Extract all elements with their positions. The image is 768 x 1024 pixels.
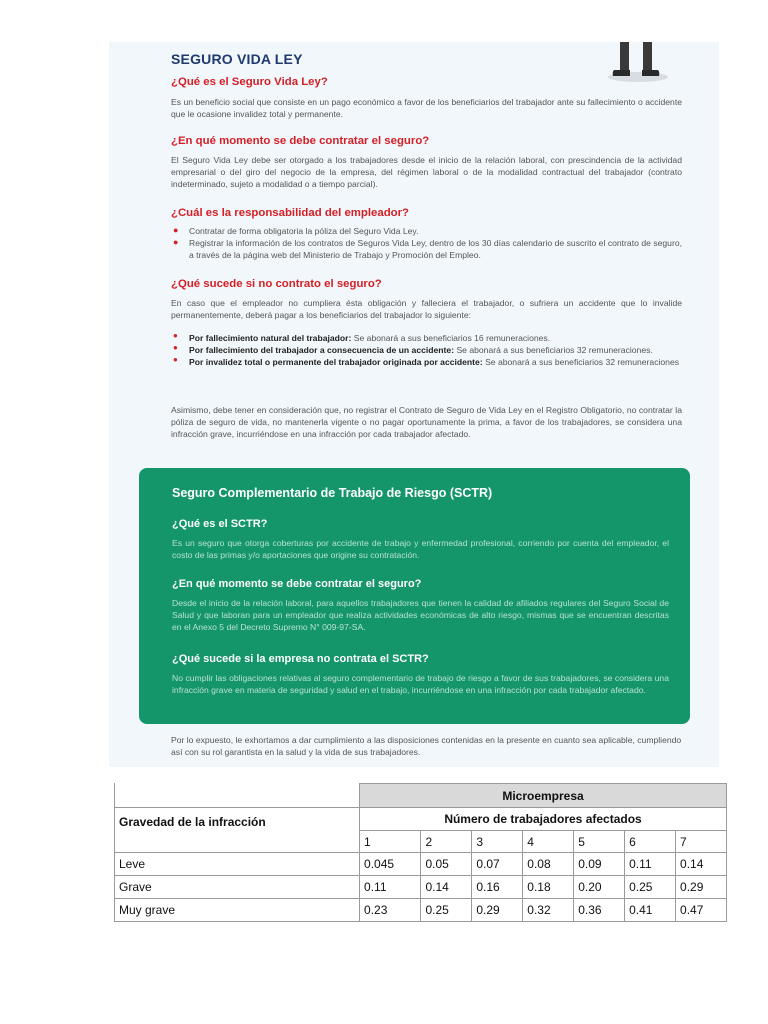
- question-heading: ¿Qué sucede si no contrato el seguro?: [171, 278, 382, 290]
- answer-paragraph: El Seguro Vida Ley debe ser otorgado a los trabajadores desde el inicio de la relación laboral, con prescindencia de la actividad empresarial o del giro del negocio de la empresa, del régimen laboral o de la modalidad contractual del trabajador (contrato indeterminado, sujeto a modalidad o a tiempo parcial).: [171, 155, 682, 190]
- fine-value-cell: 0.29: [676, 876, 727, 899]
- sctr-answer: Desde el inicio de la relación laboral, para aquellos trabajadores que tienen la calidad de afiliados regulares del Seguro Social de Salud y que laboran para un empleador que realiza actividades económicas de alto riesgo, mismas que se encuentran descritas en el Anexo 5 del Decreto Supremo N° 009-97-SA.: [172, 598, 669, 632]
- responsibility-list: [171, 225, 682, 262]
- severity-header: Gravedad de la infracción: [115, 808, 360, 853]
- sctr-title: Seguro Complementario de Trabajo de Riesgo (SCTR): [172, 486, 493, 500]
- fine-value-cell: 0.36: [574, 899, 625, 922]
- fine-value-cell: 0.41: [625, 899, 676, 922]
- sctr-box: [139, 468, 690, 724]
- severity-label: Leve: [115, 853, 360, 876]
- consequence-text: Se abonará a sus beneficiarios 32 remuneraciones.: [454, 345, 653, 356]
- table-corner-cell: [115, 784, 360, 808]
- list-item: [171, 332, 682, 344]
- fine-value-cell: 0.07: [472, 853, 523, 876]
- worker-count-cell: 6: [625, 831, 676, 853]
- fine-value-cell: 0.16: [472, 876, 523, 899]
- question-heading: ¿En qué momento se debe contratar el seguro?: [171, 135, 430, 147]
- worker-count-cell: 2: [421, 831, 472, 853]
- list-item: [171, 356, 682, 368]
- list-item: ● Registrar la información de los contratos de Seguros Vida Ley, dentro de los 30 días calendario de suscrito el contrato de seguro, a través de la página web del Ministerio de Trabajo y Promoción del Empleo.: [171, 237, 682, 261]
- fine-value-cell: 0.25: [421, 899, 472, 922]
- fine-value-cell: 0.09: [574, 853, 625, 876]
- answer-paragraph: En caso que el empleador no cumpliera ésta obligación y falleciera el trabajador, o sufriera un accidente que lo invalide permanentemente, deberá pagar a los beneficiarios del trabajador lo siguiente:: [171, 298, 682, 321]
- consequence-text: Se abonará a sus beneficiarios 16 remuneraciones.: [351, 333, 551, 343]
- consequence-label: Por fallecimiento del trabajador a consecuencia de un accidente:: [189, 345, 455, 356]
- fine-value-cell: 0.25: [625, 876, 676, 899]
- table-row: [115, 876, 727, 899]
- fine-value-cell: 0.20: [574, 876, 625, 899]
- fine-value-cell: 0.14: [676, 853, 727, 876]
- consequence-text: Se abonará a sus beneficiarios 32 remuneraciones: [482, 357, 680, 368]
- seguro-vida-ley-flyer: [109, 42, 719, 767]
- question-heading: ¿Cuál es la responsabilidad del empleador?: [171, 207, 410, 219]
- fine-value-cell: 0.11: [360, 876, 421, 899]
- microempresa-fines-table: [114, 783, 727, 922]
- fine-value-cell: 0.045: [360, 853, 421, 876]
- person-legs-illustration-icon: [603, 42, 673, 84]
- fine-value-cell: 0.23: [360, 899, 421, 922]
- fine-value-cell: 0.11: [625, 853, 676, 876]
- sctr-question: ¿Qué sucede si la empresa no contrata el SCTR?: [172, 653, 429, 665]
- list-item: ● Contratar de forma obligatoria la póliza del Seguro Vida Ley.: [171, 225, 682, 237]
- severity-label: Muy grave: [115, 899, 360, 922]
- table-band-title: Microempresa: [360, 784, 727, 808]
- fine-value-cell: 0.29: [472, 899, 523, 922]
- worker-count-cell: 1: [360, 831, 421, 853]
- sctr-question: ¿Qué es el SCTR?: [172, 518, 268, 530]
- fine-value-cell: 0.05: [421, 853, 472, 876]
- question-heading: ¿Qué es el Seguro Vida Ley?: [171, 76, 328, 88]
- table-row: [115, 899, 727, 922]
- answer-paragraph: Asimismo, debe tener en consideración que, no registrar el Contrato de Seguro de Vida Ley en el Registro Obligatorio, no contratar la póliza de seguro de vida, no mantenerla vigente o no pagar oportunamente la prima, a favor de los trabajadores, se considera una infracción grave, incurriéndose en una infracción por cada trabajador afectado.: [171, 405, 682, 440]
- sctr-question: ¿En qué momento se debe contratar el seguro?: [172, 578, 422, 590]
- page-title: SEGURO VIDA LEY: [171, 51, 303, 67]
- table-row: [115, 853, 727, 876]
- worker-count-cell: 3: [472, 831, 523, 853]
- workers-header: Número de trabajadores afectados: [360, 808, 727, 831]
- consequences-list: [171, 332, 682, 369]
- fine-value-cell: 0.14: [421, 876, 472, 899]
- consequence-label: Por invalidez total o permanente del trabajador originada por accidente:: [189, 357, 483, 368]
- answer-paragraph: Es un beneficio social que consiste en un pago económico a favor de los beneficiarios del trabajador ante su fallecimiento o accidente que le ocasione invalidez total y permanente.: [171, 97, 682, 120]
- consequence-label: Por fallecimiento natural del trabajador:: [189, 333, 352, 343]
- worker-count-cell: 5: [574, 831, 625, 853]
- fine-value-cell: 0.08: [523, 853, 574, 876]
- sctr-answer: No cumplir las obligaciones relativas al seguro complementario de trabajo de riesgo a favor de sus trabajadores, se considera una infracción grave en materia de seguridad y salud en el trabajo, incurriéndose en una infracción por cada trabajador afectado.: [172, 673, 669, 695]
- fine-value-cell: 0.18: [523, 876, 574, 899]
- severity-label: Grave: [115, 876, 360, 899]
- list-item: [171, 344, 682, 356]
- worker-count-cell: 4: [523, 831, 574, 853]
- worker-count-cell: 7: [676, 831, 727, 853]
- fine-value-cell: 0.47: [676, 899, 727, 922]
- sctr-answer: Es un seguro que otorga coberturas por accidente de trabajo y enfermedad profesional, corriendo por cuenta del empleador, el costo de las primas y/o aportaciones que origine su contratación.: [172, 538, 669, 560]
- closing-paragraph: Por lo expuesto, le exhortamos a dar cumplimiento a las disposiciones contenidas en la presente en cuanto sea aplicable, cumpliendo así con su rol garantista en la salud y la vida de sus trabajadores.: [171, 735, 682, 758]
- fine-value-cell: 0.32: [523, 899, 574, 922]
